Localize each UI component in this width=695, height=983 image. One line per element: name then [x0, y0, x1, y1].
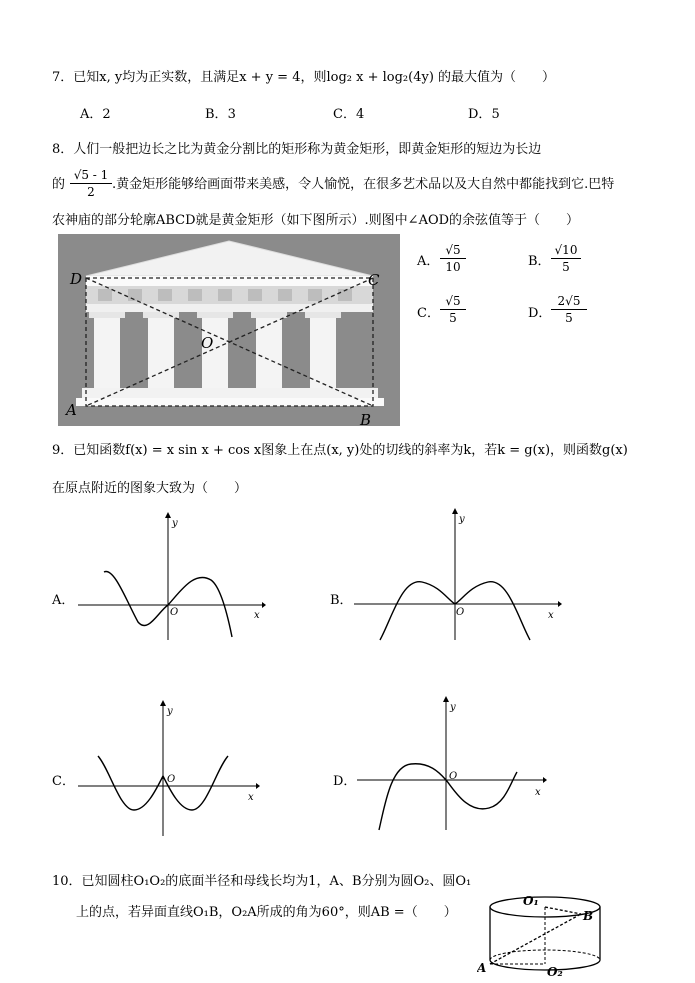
golden-ratio-fraction: $\frac{√5 - 1}{2}$	[70, 168, 112, 199]
svg-text:x: x	[254, 610, 260, 621]
q8-line1: 8．人们一般把边长之比为黄金分割比的矩形称为黄金矩形，即黄金矩形的短边为长边	[52, 142, 542, 157]
svg-text:x: x	[248, 792, 254, 803]
q8-line2-prefix: 的	[52, 177, 66, 192]
q9-option-a-label[interactable]: A．	[52, 593, 75, 608]
svg-text:y: y	[459, 514, 465, 525]
vertex-c-label: C	[368, 271, 380, 289]
svg-text:O: O	[449, 771, 458, 782]
svg-text:B: B	[583, 909, 594, 923]
svg-text:A: A	[477, 961, 487, 975]
q8-option-b-fraction[interactable]: $\frac{√10}{5}$	[551, 243, 581, 274]
svg-text:O: O	[170, 607, 179, 618]
q8-option-c-fraction[interactable]: $\frac{√5}{5}$	[440, 294, 466, 325]
q8-option-d-label[interactable]: D．	[528, 306, 552, 321]
q10-line2: 上的点，若异面直线O₁B，O₂A所成的角为60°，则AB =（ ）	[76, 905, 457, 920]
svg-text:O₂: O₂	[547, 965, 563, 978]
svg-text:y: y	[450, 702, 456, 713]
q9-graph-c[interactable]	[76, 700, 260, 838]
point-o-label: O	[201, 334, 214, 352]
q9-option-d-label[interactable]: D．	[333, 774, 357, 789]
q8-option-c-label[interactable]: C．	[417, 306, 440, 321]
q8-line3: 农神庙的部分轮廓ABCD就是黄金矩形（如下图所示）.则图中∠AOD的余弦值等于（ ）	[52, 213, 580, 228]
q8-option-b-label[interactable]: B．	[528, 254, 551, 269]
q9-option-b-label[interactable]: B．	[330, 593, 353, 608]
cylinder-figure	[477, 890, 609, 978]
q7-option-b[interactable]: B．3	[205, 107, 236, 122]
q9-graph-b[interactable]	[352, 508, 562, 642]
svg-text:y: y	[167, 706, 173, 717]
svg-text:y: y	[172, 518, 178, 529]
q9-graph-d[interactable]	[355, 696, 547, 832]
svg-text:x: x	[535, 787, 541, 798]
svg-text:O₁: O₁	[523, 894, 539, 908]
q8-option-d-fraction[interactable]: $\frac{2√5}{5}$	[551, 294, 587, 325]
q9-graph-a[interactable]	[76, 512, 266, 642]
q7-option-c[interactable]: C．4	[333, 107, 365, 122]
svg-text:O: O	[456, 607, 465, 618]
q8-line2-suffix: .黄金矩形能够给画面带来美感，令人愉悦，在很多艺术品以及大自然中都能找到它.巴特	[112, 177, 615, 192]
q10-line1: 10．已知圆柱O₁O₂的底面半径和母线长均为1，A、B分别为圆O₂、圆O₁	[52, 874, 472, 889]
q9-line2: 在原点附近的图象大致为（ ）	[52, 481, 248, 496]
parthenon-figure	[58, 234, 400, 426]
vertex-b-label: B	[360, 411, 372, 426]
q7-option-d[interactable]: D．5	[468, 107, 500, 122]
q9-line1: 9．已知函数f(x) = x sin x + cos x图象上在点(x, y)处的切线的斜率为k，若k = g(x)，则函数g(x)	[52, 443, 628, 458]
q9-option-c-label[interactable]: C．	[52, 774, 75, 789]
q7-stem: 7．已知x, y均为正实数，且满足x + y = 4，则log₂ x + log₂(4y) 的最大值为（ ）	[52, 70, 556, 85]
q7-option-a[interactable]: A．2	[80, 107, 111, 122]
vertex-a-label: A	[66, 401, 77, 419]
svg-text:x: x	[548, 610, 554, 621]
svg-text:O: O	[167, 774, 176, 785]
q8-option-a-label[interactable]: A．	[417, 254, 440, 269]
vertex-d-label: D	[70, 270, 83, 288]
q8-option-a-fraction[interactable]: $\frac{√5}{10}$	[440, 243, 466, 274]
